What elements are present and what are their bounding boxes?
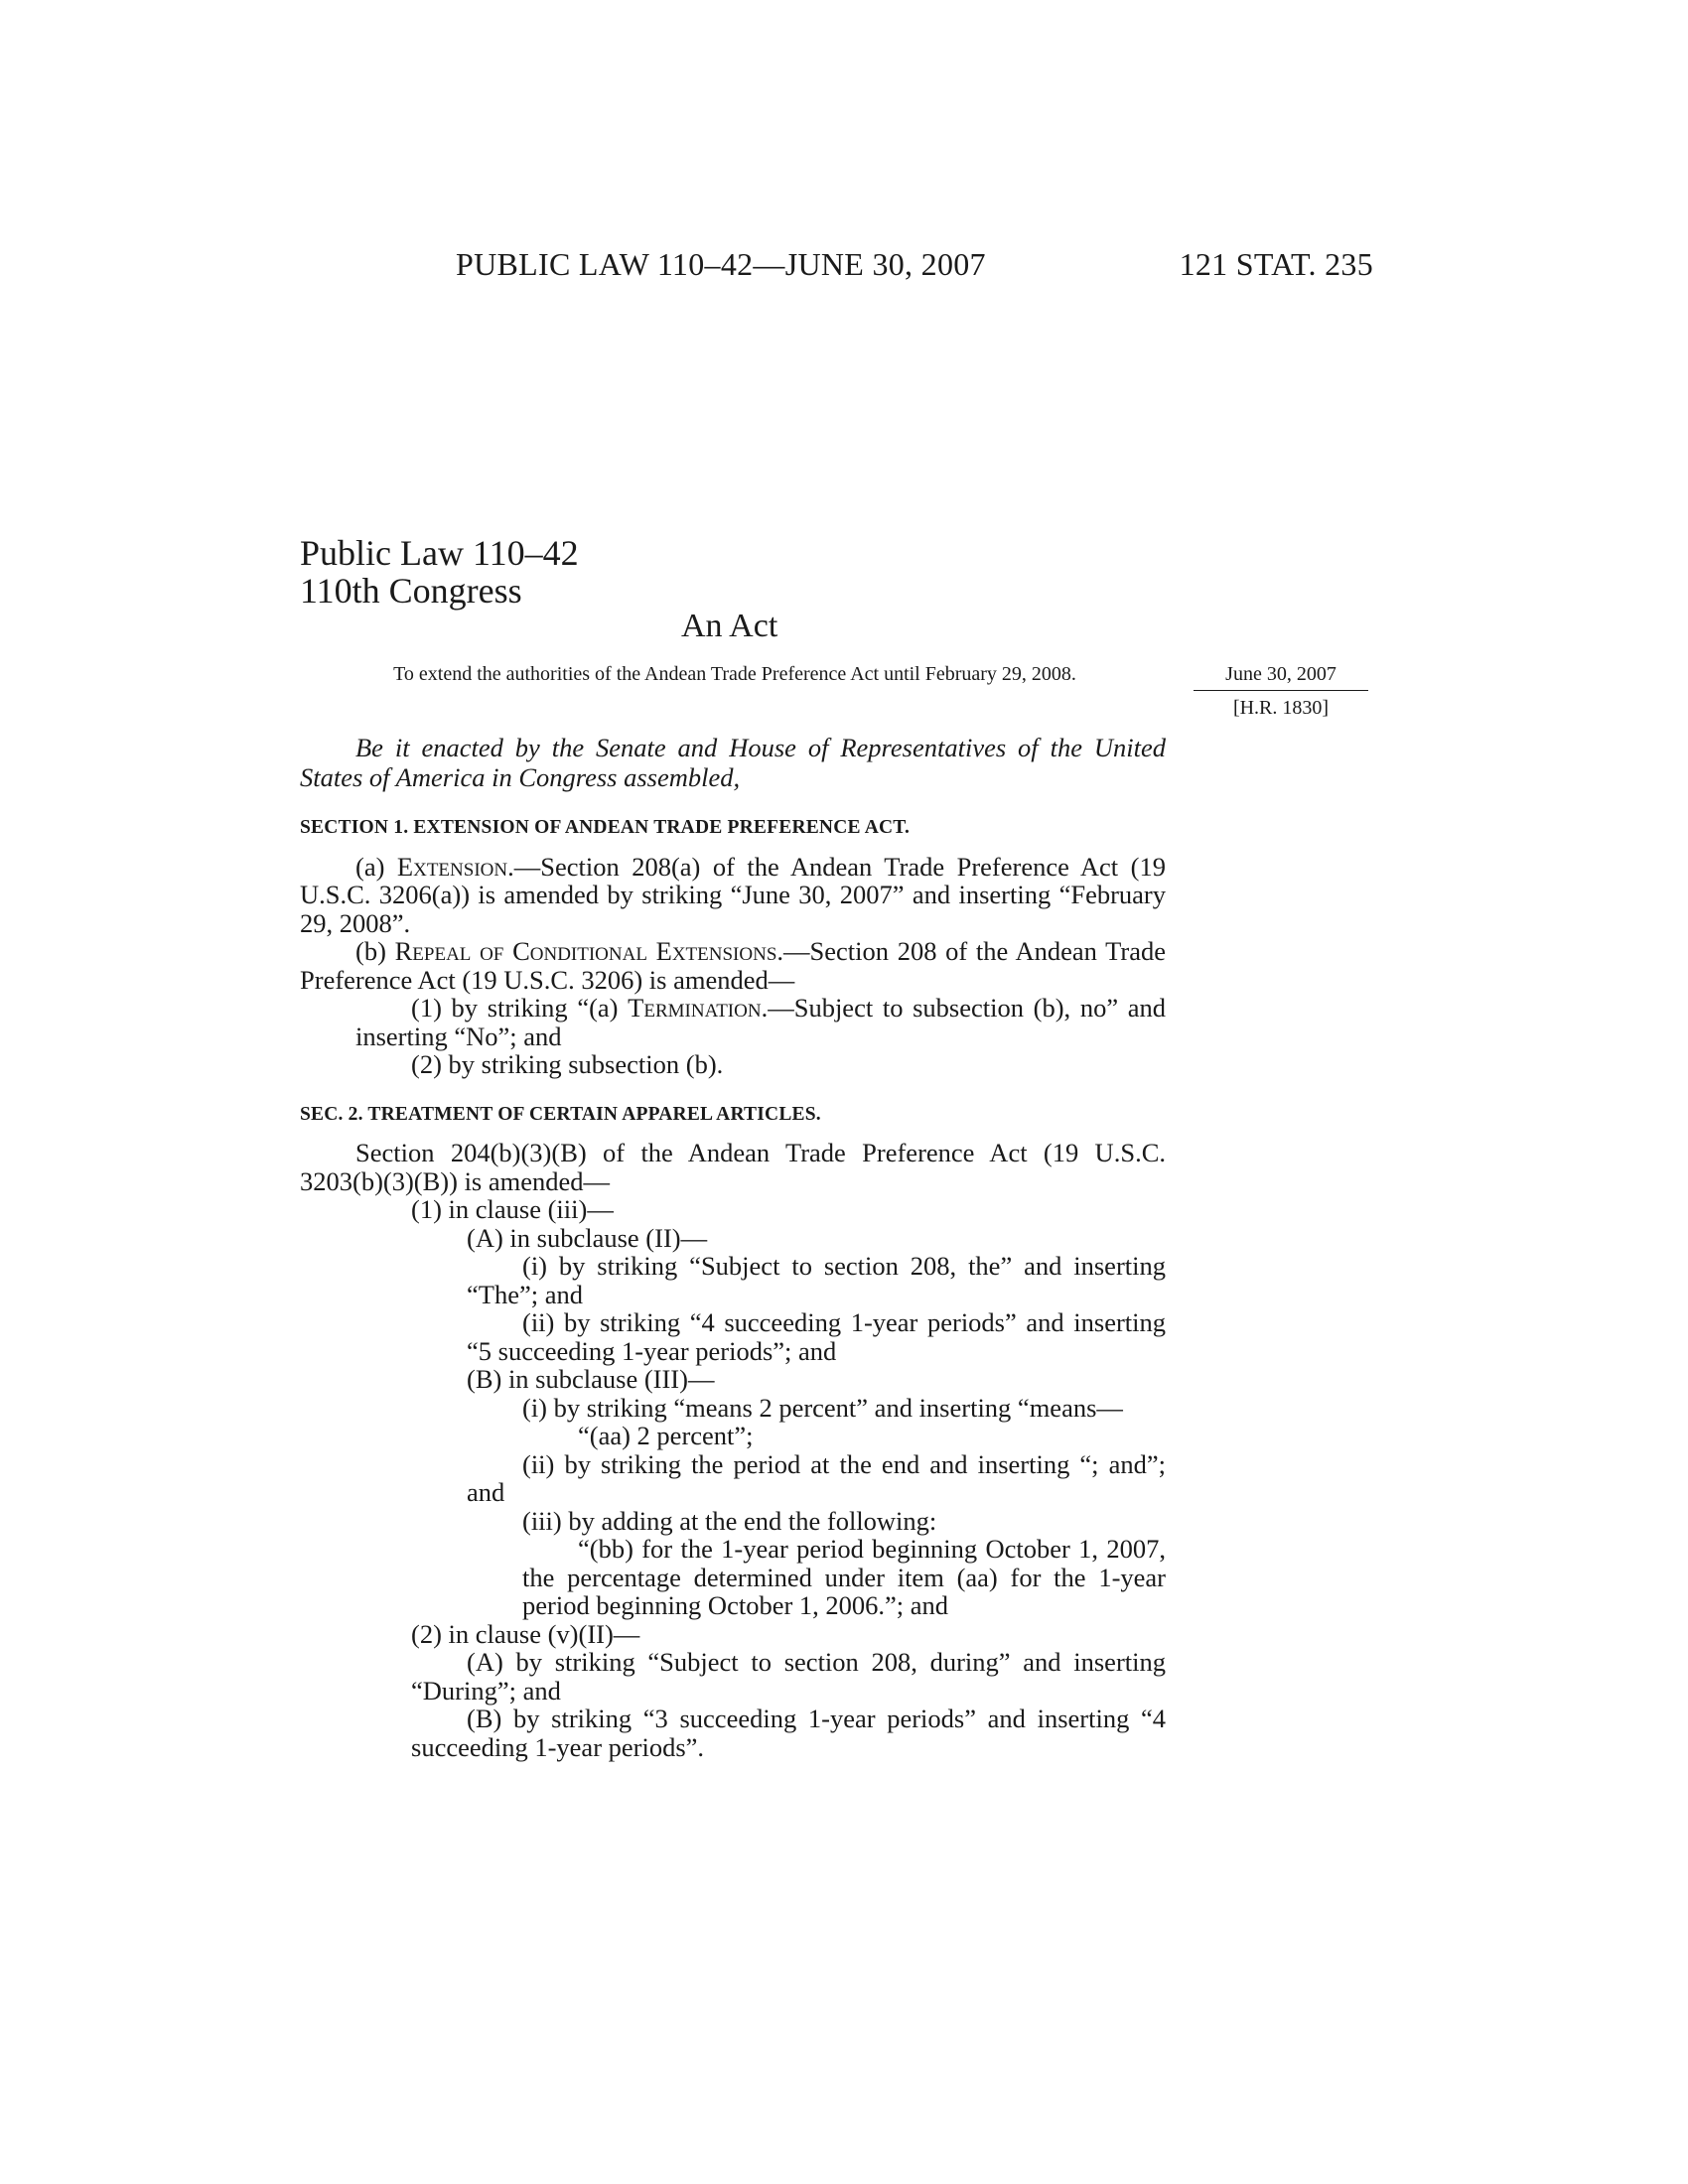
bill-number: [H.R. 1830] xyxy=(1232,697,1330,719)
clause-1-A-i: (i) by striking “Subject to section 208, the” and inserting “The”; and xyxy=(467,1251,1166,1309)
clause-1-B: (B) in subclause (III)— xyxy=(467,1364,715,1394)
clause-2: (2) in clause (v)(II)— xyxy=(411,1618,640,1649)
clause-2-B: (B) by striking “3 succeeding 1-year periods” and inserting “4 succeeding 1-year periods”. xyxy=(411,1704,1166,1762)
section-2-heading: SEC. 2. TREATMENT OF CERTAIN APPAREL ARTICLES. xyxy=(300,1103,821,1125)
enactment-date: June 30, 2007 xyxy=(1194,661,1368,691)
law-number: Public Law 110–42 xyxy=(300,533,579,573)
clause-1-A-ii: (ii) by striking “4 succeeding 1-year periods” and inserting “5 succeeding 1-year periods”; and xyxy=(467,1307,1166,1366)
section-2-intro: Section 204(b)(3)(B) of the Andean Trade Preference Act (19 U.S.C. 3203(b)(3)(B)) is amended— xyxy=(300,1138,1166,1196)
margin-note xyxy=(1194,661,1368,721)
section-1-subsection-b: (b) Repeal of Conditional Extensions.—Section 208 of the Andean Trade Preference Act (19 U.S.C. 3206) is amended— xyxy=(300,936,1167,995)
stat-reference: 121 STAT. 235 xyxy=(1179,246,1373,282)
subsection-b-caption: Repeal of Conditional Extensions xyxy=(394,936,777,966)
termination-caption: Termination xyxy=(628,993,762,1023)
clause-2-A: (A) by striking “Subject to section 208, during” and inserting “During”; and xyxy=(411,1647,1166,1706)
section-1-paragraph-1: (1) by striking “(a) Termination.—Subject to subsection (b), no” and inserting “No”; and xyxy=(355,993,1166,1051)
item-aa: “(aa) 2 percent”; xyxy=(578,1421,754,1450)
section-1-paragraph-2: (2) by striking subsection (b). xyxy=(411,1049,724,1079)
law-title-block xyxy=(300,534,579,610)
subsection-a-caption: Extension xyxy=(396,851,508,882)
clause-1: (1) in clause (iii)— xyxy=(411,1194,614,1224)
clause-1-B-i: (i) by striking “means 2 percent” and inserting “means— xyxy=(522,1392,1123,1423)
congress-number: 110th Congress xyxy=(300,571,522,611)
law-body xyxy=(300,733,1166,1761)
act-heading: An Act xyxy=(681,608,778,644)
section-1-heading: SECTION 1. EXTENSION OF ANDEAN TRADE PREFERENCE ACT. xyxy=(300,817,911,838)
clause-1-A: (A) in subclause (II)— xyxy=(467,1222,708,1253)
running-title: PUBLIC LAW 110–42—JUNE 30, 2007 xyxy=(456,246,986,282)
clause-1-B-ii: (ii) by striking the period at the end and inserting “; and”; and xyxy=(467,1448,1166,1507)
section-1-subsection-a: (a) Extension.—Section 208(a) of the Andean Trade Preference Act (19 U.S.C. 3206(a)) is amended by striking “June 30, 2007” and inserting “February 29, 2008”. xyxy=(300,851,1166,938)
act-purpose: To extend the authorities of the Andean Trade Preference Act until February 29, 2008. xyxy=(393,663,1076,685)
item-bb: “(bb) for the 1-year period beginning October 1, 2007, the percentage determined under item (aa) for the 1-year period beginning October 1, 2006.”; and xyxy=(522,1534,1166,1620)
clause-1-B-iii: (iii) by adding at the end the following: xyxy=(522,1505,937,1536)
enacting-clause: Be it enacted by the Senate and House of Representatives of the United States of America in Congress assembled, xyxy=(300,733,1166,792)
